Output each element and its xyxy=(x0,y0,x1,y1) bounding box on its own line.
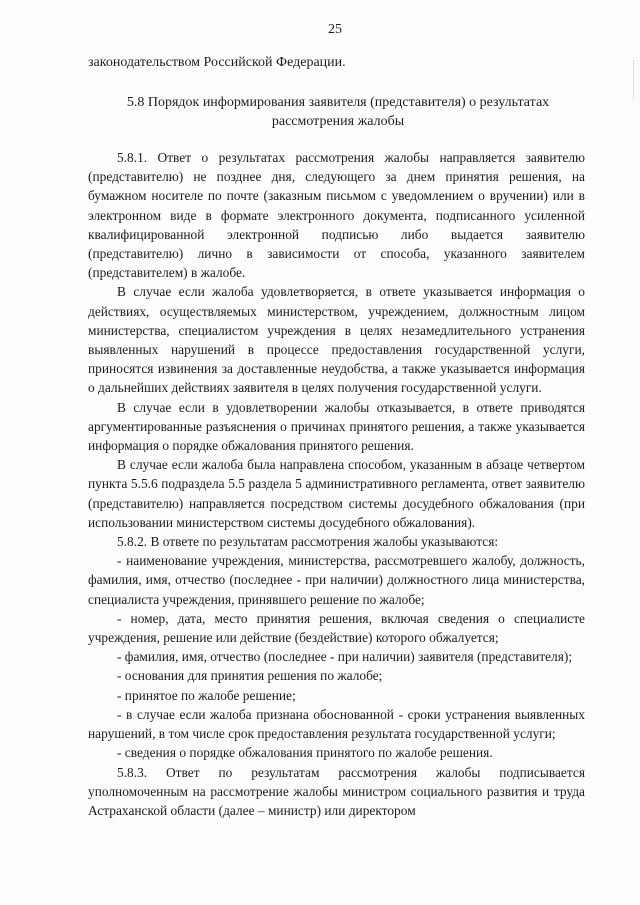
paragraph: 5.8.3. Ответ по результатам рассмотрения жалобы подписывается уполномоченным на рассмотрение жалобы министром социального развития и труда Астраханской области (далее – министр) или директором xyxy=(88,764,585,818)
paragraph: 5.8.1. Ответ о результатах рассмотрения жалобы направляется заявителю (представителю) не позднее дня, следующего за днем принятия решения, на бумажном носителе по почте (заказным письмом с уведомлением о вручении) или в электронном виде в формате электронного документа, подписанного усиленной квалифицированной электронной подписью либо выдается заявителю (представителю) лично в зависимости от способа, указанного заявителем (представителем) в жалобе. xyxy=(88,150,585,281)
list-item: - в случае если жалоба признана обоснованной - сроки устранения выявленных нарушений, в том числе срок предоставления результата государственной услуги; xyxy=(88,706,585,742)
list-item: - принятое по жалобе решение; xyxy=(117,687,296,703)
page-number: 25 xyxy=(328,22,342,37)
scan-edge-marks xyxy=(631,60,634,100)
list-item: - сведения о порядке обжалования принятого по жалобе решения. xyxy=(117,745,493,761)
list-item: - номер, дата, место принятия решения, включая сведения о специалисте учреждения, решение или действие (бездействие) которого обжалуется; xyxy=(88,610,585,646)
paragraph: 5.8.2. В ответе по результатам рассмотрения жалобы указываются: xyxy=(117,534,499,550)
continuation-line: законодательством Российской Федерации. xyxy=(88,55,346,70)
paragraph: В случае если в удовлетворении жалобы отказывается, в ответе приводятся аргументированные разъяснения о причинах принятого решения, а также указывается информация о порядке обжалования принятого решения. xyxy=(88,399,585,454)
list-item: - фамилия, имя, отчество (последнее - при наличии) заявителя (представителя); xyxy=(117,649,573,665)
document-body xyxy=(88,148,585,820)
paragraph: В случае если жалоба была направлена способом, указанным в абзаце четвертом пункта 5.5.6 подраздела 5.5 раздела 5 административного регламента, ответ заявителю (представителю) направляется посредством системы досудебного обжалования (при использовании министерством системы досудебного обжалования). xyxy=(88,457,585,530)
list-item: - наименование учреждения, министерства, рассмотревшего жалобу, должность, фамилия, имя, отчество (последнее - при наличии) должностного лица министерства, специалиста учреждения, принявшего решение по жалобе; xyxy=(88,553,585,607)
section-heading: 5.8 Порядок информирования заявителя (представителя) о результатах рассмотрения жалобы xyxy=(126,95,550,129)
paragraph: В случае если жалоба удовлетворяется, в ответе указывается информация о действиях, осуществляемых министерством, учреждением, должностным лицом министерства, специалистом учреждения в целях незамедлительного устранения выявленных нарушений в процессе предоставления государственной услуги, приносятся извинения за доставленные неудобства, а также указывается информация о дальнейших действиях заявителя в целях получения государственной услуги. xyxy=(88,284,585,396)
list-item: - основания для принятия решения по жалобе; xyxy=(117,668,383,684)
